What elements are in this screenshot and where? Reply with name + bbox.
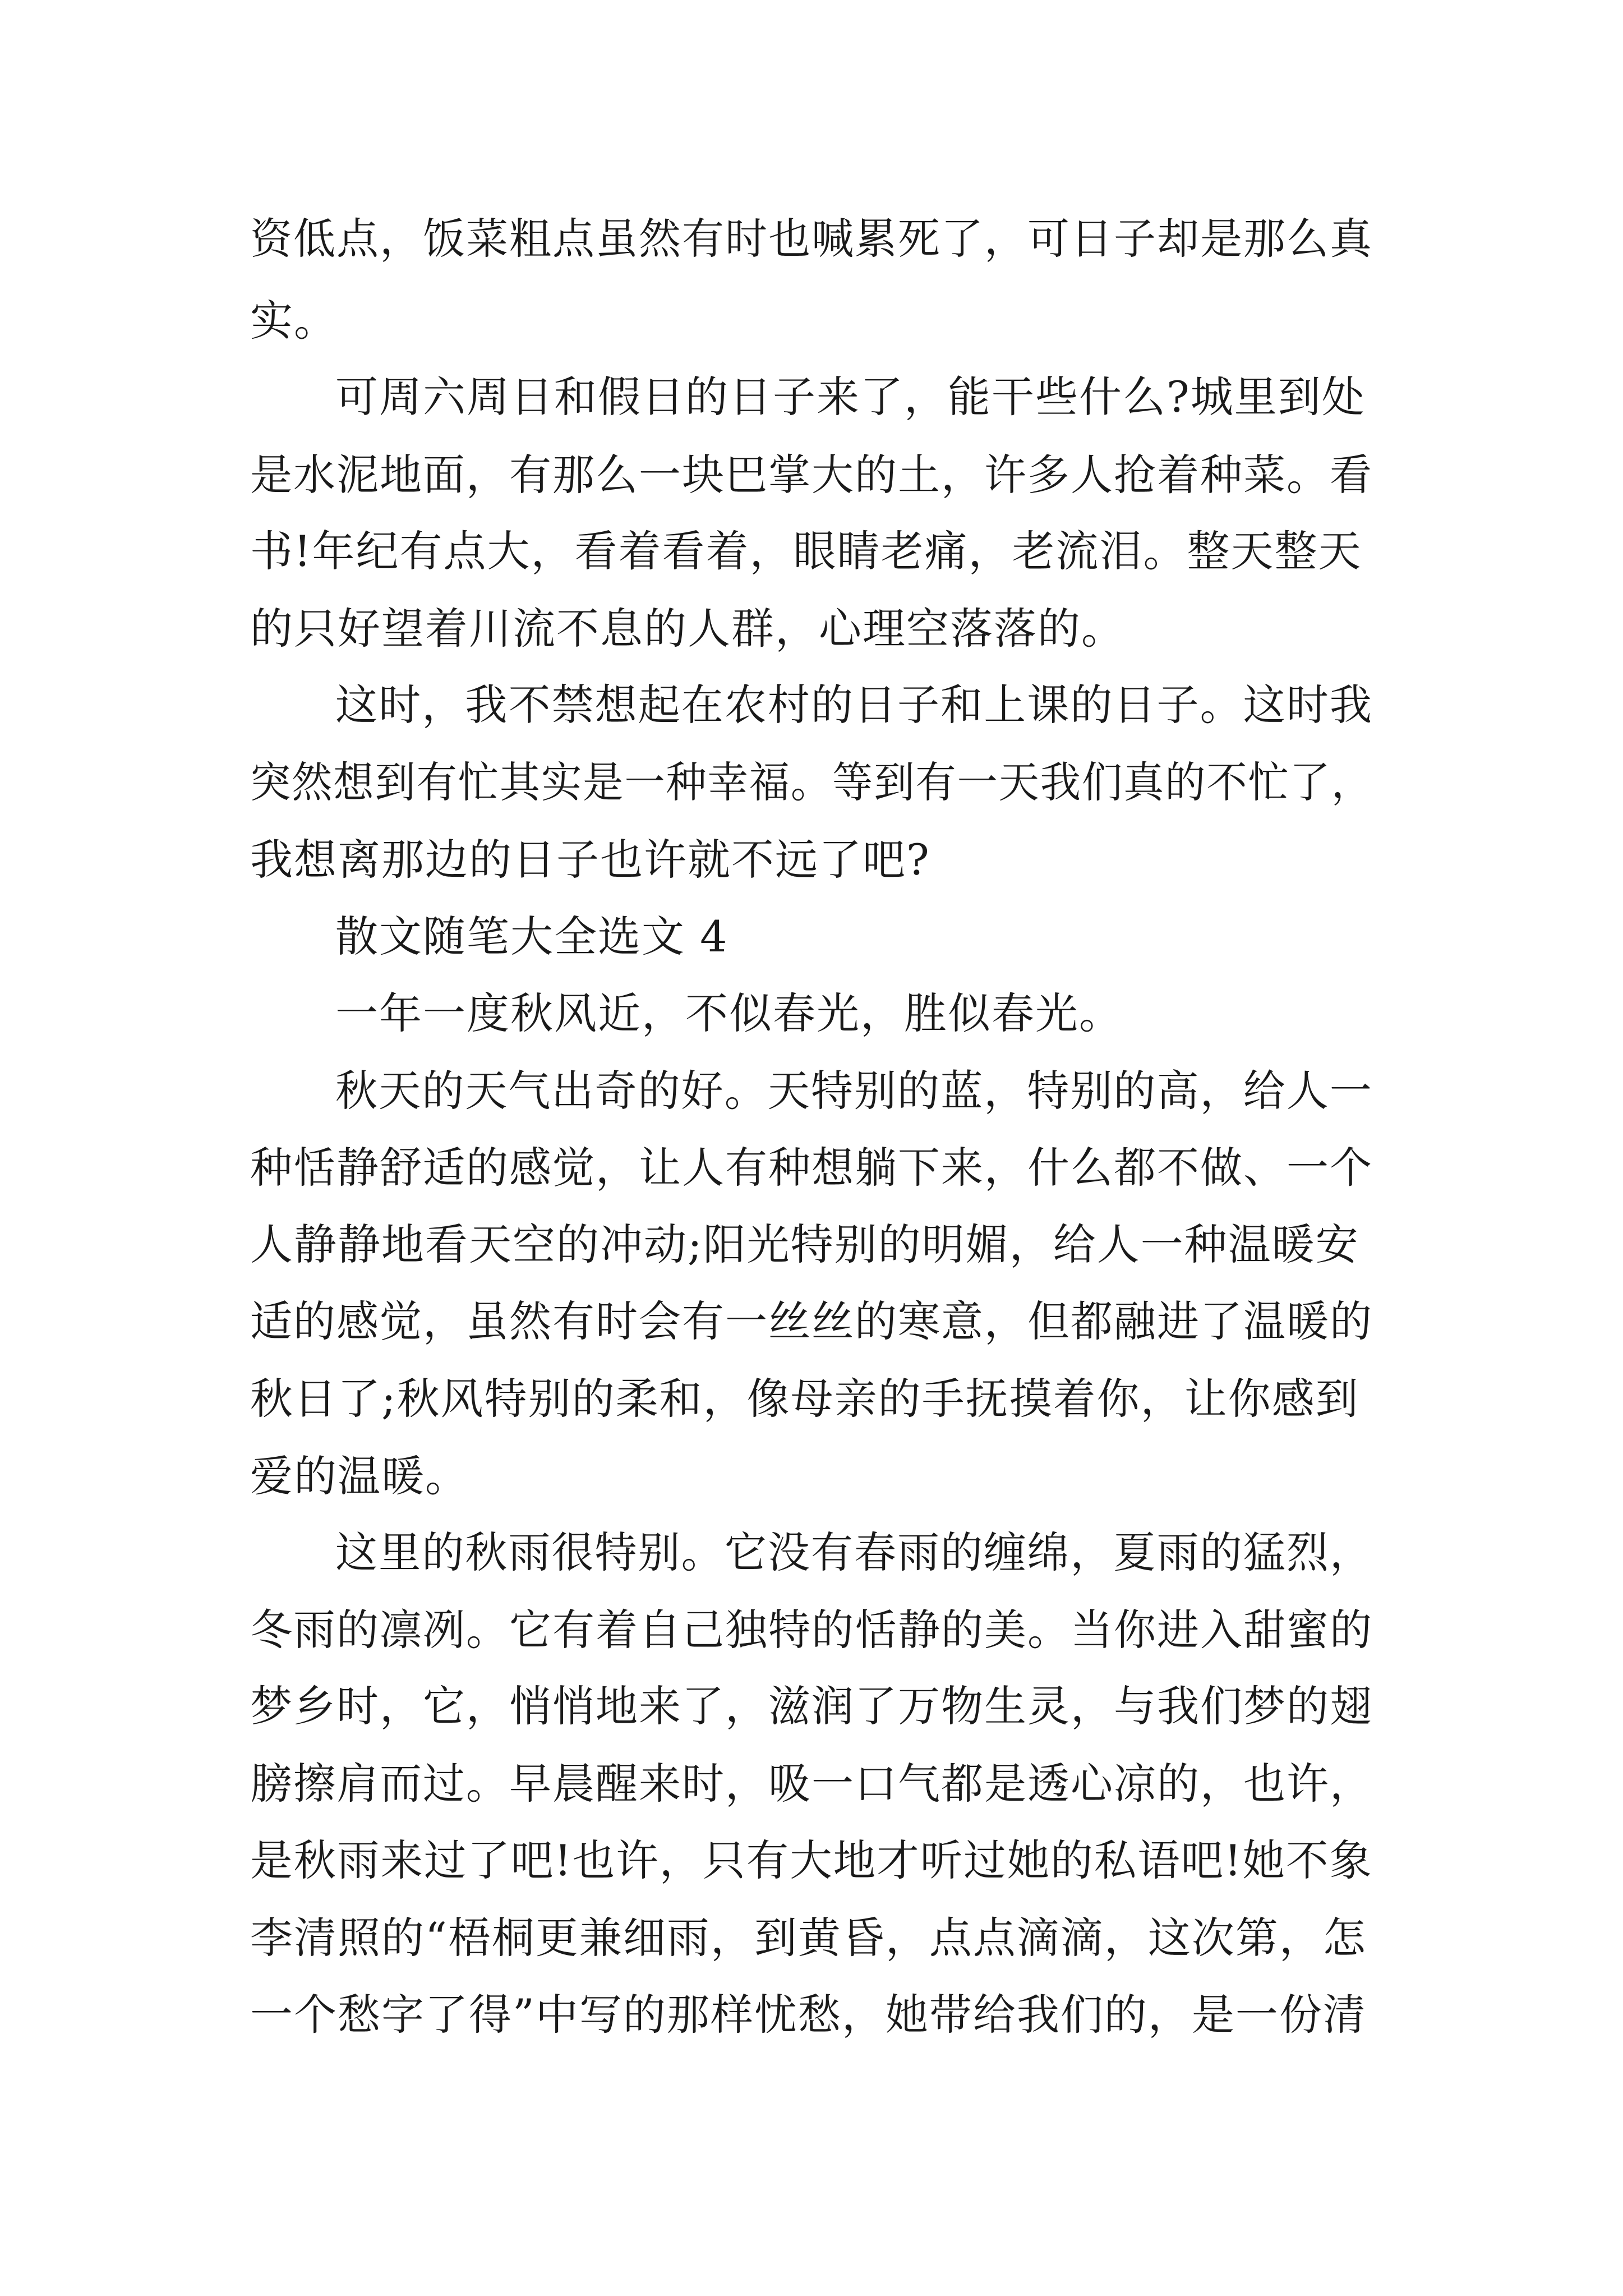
text-line: 膀擦肩而过。早晨醒来时，吸一口气都是透心凉的，也许， [250,1759,1373,1809]
text-line: 可周六周日和假日的日子来了，能干些什么?城里到处 [335,372,1366,422]
text-line: 人静静地看天空的冲动;阳光特别的明媚，给人一种温暖安 [250,1220,1359,1269]
text-line: 冬雨的凛冽。它有着自己独特的恬静的美。当你进入甜蜜的 [250,1605,1373,1655]
text-line: 是水泥地面，有那么一块巴掌大的土，许多人抢着种菜。看 [250,450,1373,500]
section-heading: 散文随笔大全选文 4 [335,912,728,961]
text-line: 我想离那边的日子也许就不远了吧? [250,835,930,885]
text-line: 实。 [250,296,338,346]
text-line: 这里的秋雨很特别。它没有春雨的缠绵，夏雨的猛烈， [335,1527,1373,1577]
text-line: 资低点，饭菜粗点虽然有时也喊累死了，可日子却是那么真 [250,214,1373,264]
text-line: 李清照的“梧桐更兼细雨，到黄昏，点点滴滴，这次第，怎 [250,1913,1367,1963]
text-line: 适的感觉，虽然有时会有一丝丝的寒意，但都融进了温暖的 [250,1296,1373,1346]
text-line: 种恬静舒适的感觉，让人有种想躺下来，什么都不做、一个 [250,1143,1373,1193]
text-line: 这时，我不禁想起在农村的日子和上课的日子。这时我 [335,680,1373,730]
text-line: 梦乡时，它，悄悄地来了，滋润了万物生灵，与我们梦的翅 [250,1681,1373,1731]
text-line: 是秋雨来过了吧!也许，只有大地才听过她的私语吧!她不象 [250,1835,1373,1885]
text-line: 的只好望着川流不息的人群，心理空落落的。 [250,604,1125,654]
text-line: 爱的温暖。 [250,1451,469,1501]
text-line: 书!年纪有点大，看着看着，眼睛老痛，老流泪。整天整天 [250,526,1362,576]
text-line: 秋天的天气出奇的好。天特别的蓝，特别的高，给人一 [335,1066,1373,1116]
text-line: 一个愁字了得”中写的那样忧愁，她带给我们的，是一份清 [250,1990,1367,2040]
text-line: 一年一度秋风近，不似春光，胜似春光。 [335,988,1123,1038]
text-line: 秋日了;秋风特别的柔和，像母亲的手抚摸着你，让你感到 [250,1374,1359,1424]
text-line: 突然想到有忙其实是一种幸福。等到有一天我们真的不忙了， [250,757,1373,807]
